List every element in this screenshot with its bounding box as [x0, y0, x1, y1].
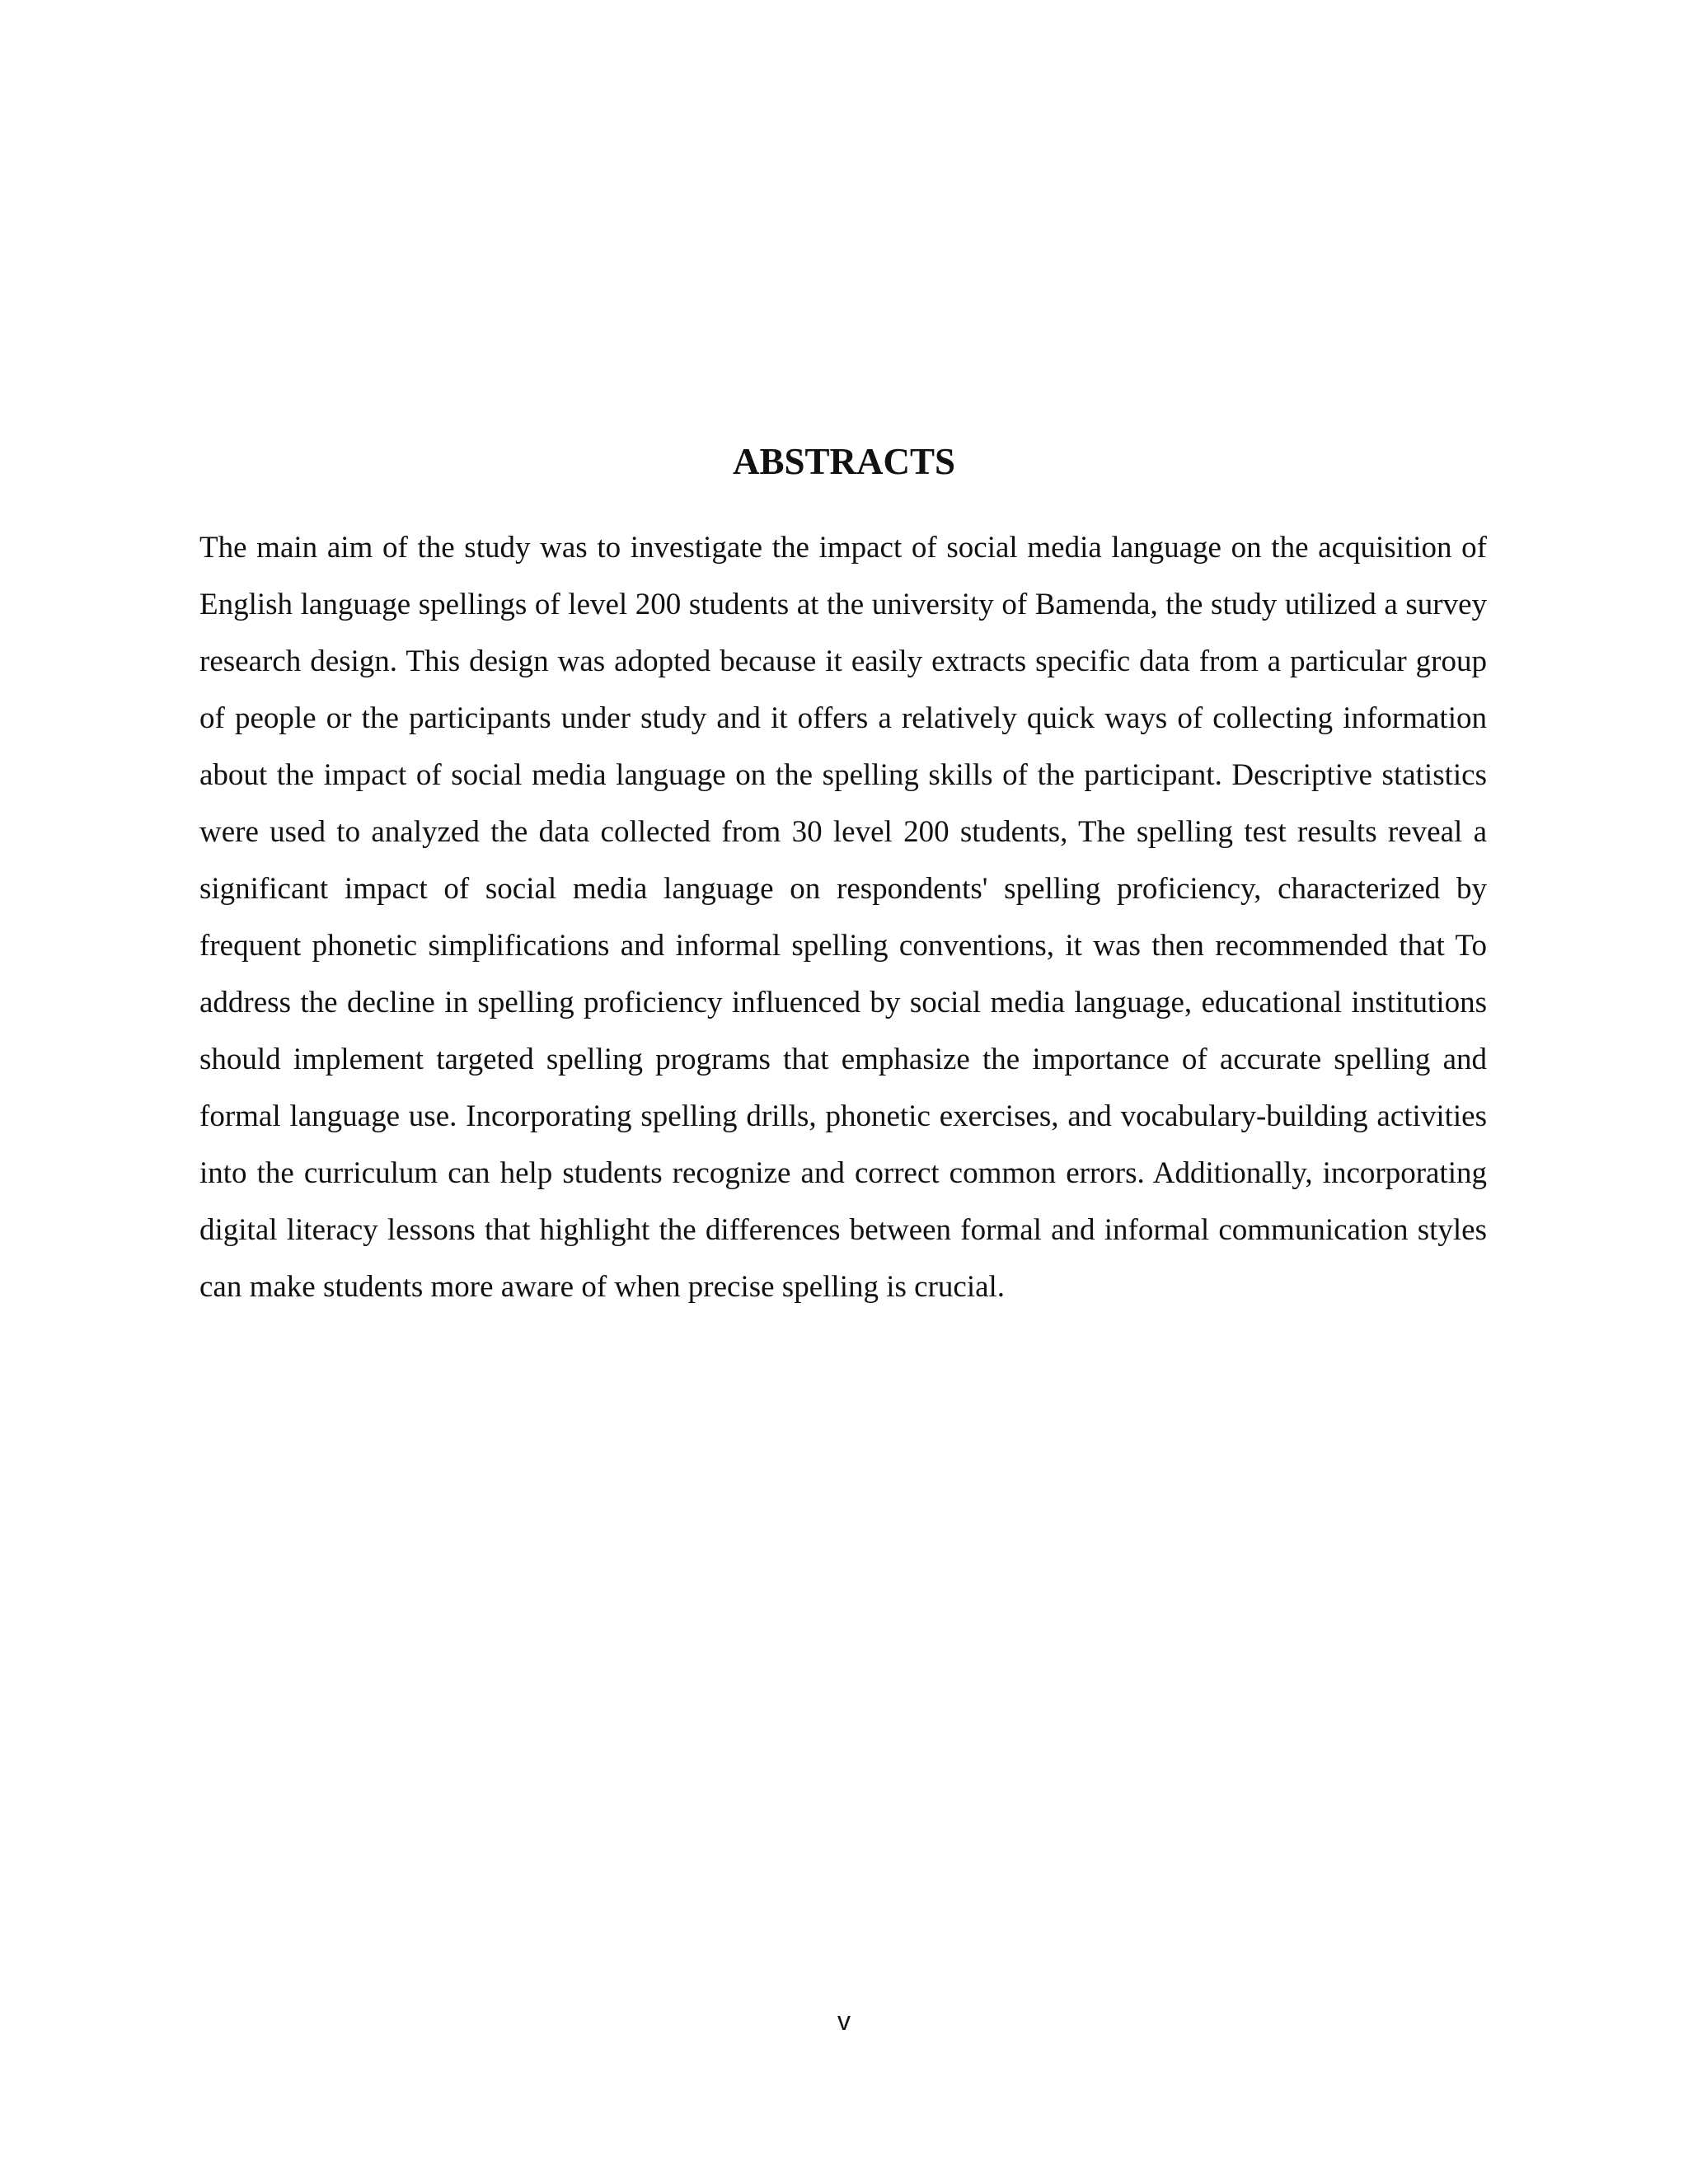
page-title: ABSTRACTS	[732, 441, 956, 482]
abstract-paragraph: The main aim of the study was to investigate the impact of social media language on the acquisition of English language spellings of level 200 students at the university of Bamenda, the study utilized a survey research design. This design was adopted because it easily extracts specific data from a particular group of people or the participants under study and it offers a relatively quick ways of collecting information about the impact of social media language on the spelling skills of the participant. Descriptive statistics were used to analyzed the data collected from 30 level 200 students, The spelling test results reveal a significant impact of social media language on respondents' spelling proficiency, characterized by frequent phonetic simplifications and informal spelling conventions, it was then recommended that To address the decline in spelling proficiency influenced by social media language, educational institutions should implement targeted spelling programs that emphasize the importance of accurate spelling and formal language use. Incorporating spelling drills, phonetic exercises, and vocabulary-building activities into the curriculum can help students recognize and correct common errors. Additionally, incorporating digital literacy lessons that highlight the differences between formal and informal communication styles can make students more aware of when precise spelling is crucial.	[199, 531, 1487, 1304]
page-number: v	[837, 2006, 851, 2036]
